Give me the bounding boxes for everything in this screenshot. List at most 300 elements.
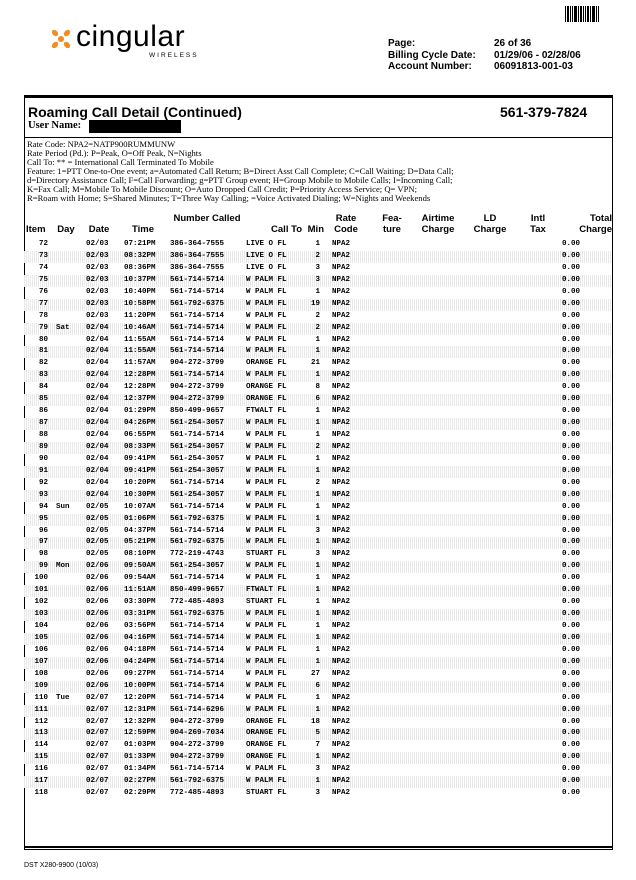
cell-date: 02/04 bbox=[86, 395, 109, 404]
cell-min: 3 bbox=[315, 275, 320, 284]
cell-item: 98 bbox=[38, 550, 48, 559]
cell-to: STUART FL bbox=[246, 789, 287, 798]
table-row bbox=[24, 323, 612, 335]
cell-to: W PALM FL bbox=[246, 335, 287, 344]
cell-number: 904-272-3799 bbox=[170, 359, 225, 368]
cell-to: W PALM FL bbox=[246, 323, 287, 332]
col-number-called: Number Called bbox=[173, 213, 241, 224]
cell-number: 561-714-5714 bbox=[170, 657, 225, 666]
cell-min: 5 bbox=[315, 729, 320, 738]
cell-item: 94 bbox=[38, 502, 48, 511]
cell-total: 0.00 bbox=[562, 371, 581, 380]
cell-time: 08:10PM bbox=[124, 550, 156, 559]
cell-date: 02/06 bbox=[86, 598, 109, 607]
table-row bbox=[24, 418, 612, 430]
cell-number: 772-485-4893 bbox=[170, 598, 225, 607]
cell-date: 02/04 bbox=[86, 478, 109, 487]
cell-min: 1 bbox=[315, 419, 320, 428]
cell-min: 6 bbox=[315, 395, 320, 404]
table-row bbox=[24, 549, 612, 561]
cell-min: 1 bbox=[315, 490, 320, 499]
cell-time: 01:06PM bbox=[124, 514, 156, 523]
cell-number: 561-254-3057 bbox=[170, 490, 225, 499]
cell-rate: NPA2 bbox=[332, 550, 351, 559]
legend bbox=[27, 140, 607, 203]
cell-date: 02/05 bbox=[86, 526, 109, 535]
cell-to: W PALM FL bbox=[246, 311, 287, 320]
cell-min: 3 bbox=[315, 526, 320, 535]
cell-date: 02/06 bbox=[86, 574, 109, 583]
cell-rate: NPA2 bbox=[332, 431, 351, 439]
cell-item: 108 bbox=[34, 669, 48, 678]
cell-item: 72 bbox=[38, 240, 48, 248]
table-row bbox=[24, 430, 612, 442]
cell-number: 850-499-9657 bbox=[170, 407, 225, 416]
cell-total: 0.00 bbox=[562, 490, 581, 499]
cell-time: 12:37PM bbox=[124, 395, 156, 404]
table-row bbox=[24, 466, 612, 478]
cell-item: 81 bbox=[38, 347, 48, 356]
cell-min: 1 bbox=[315, 466, 320, 475]
cell-number: 561-714-5714 bbox=[170, 633, 225, 642]
cell-rate: NPA2 bbox=[332, 287, 351, 296]
cell-to: ORANGE FL bbox=[246, 359, 287, 368]
legend-feature-4: R=Roam with Home; S=Shared Minutes; T=Three Way Calling; =Voice Activated Dialing; W=Nights and Weekends bbox=[27, 193, 431, 203]
cell-min: 3 bbox=[315, 263, 320, 272]
table-row bbox=[24, 764, 612, 776]
cell-number: 904-272-3799 bbox=[170, 717, 225, 726]
cell-min: 1 bbox=[315, 335, 320, 344]
cell-date: 02/03 bbox=[86, 263, 109, 272]
table-row bbox=[24, 335, 612, 347]
cell-to: W PALM FL bbox=[246, 669, 287, 678]
cell-total: 0.00 bbox=[562, 562, 581, 571]
cell-rate: NPA2 bbox=[332, 407, 351, 416]
cell-min: 1 bbox=[315, 347, 320, 356]
cell-time: 10:30PM bbox=[124, 490, 156, 499]
cell-total: 0.00 bbox=[562, 598, 581, 607]
cell-to: W PALM FL bbox=[246, 275, 287, 284]
cell-number: 386-364-7555 bbox=[170, 251, 225, 260]
user-name-label: User Name: bbox=[28, 120, 82, 131]
cell-to: ORANGE FL bbox=[246, 383, 287, 392]
cell-date: 02/04 bbox=[86, 383, 109, 392]
cell-total: 0.00 bbox=[562, 359, 581, 368]
cell-to: W PALM FL bbox=[246, 454, 287, 463]
cell-time: 03:56PM bbox=[124, 622, 156, 630]
cell-date: 02/06 bbox=[86, 562, 109, 571]
cell-number: 561-714-6296 bbox=[170, 705, 225, 714]
cell-to: W PALM FL bbox=[246, 490, 287, 499]
cell-min: 2 bbox=[315, 311, 320, 320]
cell-date: 02/06 bbox=[86, 657, 109, 666]
cell-total: 0.00 bbox=[562, 454, 581, 463]
cell-to: W PALM FL bbox=[246, 610, 287, 619]
cell-date: 02/04 bbox=[86, 359, 109, 368]
cell-number: 561-714-5714 bbox=[170, 669, 225, 678]
cell-rate: NPA2 bbox=[332, 717, 351, 726]
cell-item: 110 bbox=[34, 693, 48, 702]
cell-date: 02/07 bbox=[86, 705, 109, 714]
cell-time: 11:55AM bbox=[124, 335, 156, 344]
cell-rate: NPA2 bbox=[332, 311, 351, 320]
cell-item: 104 bbox=[34, 622, 48, 630]
cell-total: 0.00 bbox=[562, 251, 581, 260]
cell-time: 11:57AM bbox=[124, 359, 156, 368]
legend-feature-3: K=Fax Call; M=Mobile To Mobile Discount; O=Auto Dropped Call Credit; P=Priority Access Service; Q= VPN; bbox=[27, 184, 417, 194]
cell-rate: NPA2 bbox=[332, 705, 351, 714]
cell-total: 0.00 bbox=[562, 669, 581, 678]
cell-total: 0.00 bbox=[562, 681, 581, 690]
cell-total: 0.00 bbox=[562, 395, 581, 404]
cell-number: 561-254-3057 bbox=[170, 419, 225, 428]
cell-number: 561-254-3057 bbox=[170, 466, 225, 475]
cell-time: 07:21PM bbox=[124, 240, 156, 248]
cell-rate: NPA2 bbox=[332, 514, 351, 523]
cell-number: 561-714-5714 bbox=[170, 526, 225, 535]
cell-date: 02/05 bbox=[86, 514, 109, 523]
cell-date: 02/04 bbox=[86, 442, 109, 451]
cell-time: 06:55PM bbox=[124, 431, 156, 439]
cell-item: 77 bbox=[38, 299, 48, 308]
cell-min: 1 bbox=[315, 574, 320, 583]
cell-min: 6 bbox=[315, 681, 320, 690]
cell-item: 82 bbox=[38, 359, 48, 368]
cell-to: W PALM FL bbox=[246, 442, 287, 451]
table-row bbox=[24, 621, 612, 633]
cell-min: 1 bbox=[315, 431, 320, 439]
cell-to: W PALM FL bbox=[246, 347, 287, 356]
cell-total: 0.00 bbox=[562, 538, 581, 547]
cell-item: 74 bbox=[38, 263, 48, 272]
cell-item: 91 bbox=[38, 466, 48, 475]
cell-total: 0.00 bbox=[562, 323, 581, 332]
cell-date: 02/07 bbox=[86, 777, 109, 786]
cell-rate: NPA2 bbox=[332, 633, 351, 642]
cell-to: W PALM FL bbox=[246, 526, 287, 535]
cell-total: 0.00 bbox=[562, 431, 581, 439]
cell-date: 02/04 bbox=[86, 407, 109, 416]
cell-min: 1 bbox=[315, 753, 320, 762]
form-code: DST X280-9900 (10/03) bbox=[24, 862, 99, 869]
legend-rate-code: Rate Code: NPA2=NATP900RUMMUNW bbox=[27, 139, 176, 149]
cell-item: 80 bbox=[38, 335, 48, 344]
cell-number: 561-714-5714 bbox=[170, 645, 225, 654]
cell-time: 09:54AM bbox=[124, 574, 156, 583]
cell-total: 0.00 bbox=[562, 705, 581, 714]
cell-to: LIVE O FL bbox=[246, 263, 287, 272]
cell-time: 10:20PM bbox=[124, 478, 156, 487]
cell-number: 561-714-5714 bbox=[170, 574, 225, 583]
table-row bbox=[24, 597, 612, 609]
cell-rate: NPA2 bbox=[332, 323, 351, 332]
cell-item: 84 bbox=[38, 383, 48, 392]
cell-to: FTWALT FL bbox=[246, 586, 287, 595]
table-row bbox=[24, 776, 612, 788]
cell-number: 561-714-5714 bbox=[170, 765, 225, 774]
cell-item: 115 bbox=[34, 753, 48, 762]
cell-number: 850-499-9657 bbox=[170, 586, 225, 595]
cell-time: 03:30PM bbox=[124, 598, 156, 607]
cell-date: 02/07 bbox=[86, 717, 109, 726]
cell-date: 02/07 bbox=[86, 693, 109, 702]
cell-total: 0.00 bbox=[562, 240, 581, 248]
cell-total: 0.00 bbox=[562, 299, 581, 308]
cell-rate: NPA2 bbox=[332, 789, 351, 798]
cell-item: 113 bbox=[34, 729, 48, 738]
cell-date: 02/03 bbox=[86, 275, 109, 284]
table-row bbox=[24, 478, 612, 490]
col-item: Item bbox=[26, 224, 46, 235]
cell-to: W PALM FL bbox=[246, 538, 287, 547]
cell-date: 02/07 bbox=[86, 729, 109, 738]
cell-rate: NPA2 bbox=[332, 263, 351, 272]
cell-to: W PALM FL bbox=[246, 562, 287, 571]
cell-rate: NPA2 bbox=[332, 753, 351, 762]
cell-to: W PALM FL bbox=[246, 299, 287, 308]
cell-date: 02/04 bbox=[86, 347, 109, 356]
cell-date: 02/03 bbox=[86, 287, 109, 296]
table-row bbox=[24, 561, 612, 573]
cell-date: 02/03 bbox=[86, 251, 109, 260]
cell-time: 12:31PM bbox=[124, 705, 156, 714]
cell-number: 561-792-6375 bbox=[170, 299, 225, 308]
cell-time: 05:21PM bbox=[124, 538, 156, 547]
cell-time: 04:26PM bbox=[124, 419, 156, 428]
cell-to: ORANGE FL bbox=[246, 741, 287, 750]
cell-date: 02/06 bbox=[86, 645, 109, 654]
cell-rate: NPA2 bbox=[332, 598, 351, 607]
cell-min: 1 bbox=[315, 777, 320, 786]
cell-min: 1 bbox=[315, 657, 320, 666]
cell-number: 904-272-3799 bbox=[170, 395, 225, 404]
cell-number: 561-714-5714 bbox=[170, 431, 225, 439]
cell-total: 0.00 bbox=[562, 574, 581, 583]
cell-total: 0.00 bbox=[562, 478, 581, 487]
cell-rate: NPA2 bbox=[332, 442, 351, 451]
cell-rate: NPA2 bbox=[332, 765, 351, 774]
cell-number: 561-714-5714 bbox=[170, 693, 225, 702]
cell-min: 1 bbox=[315, 371, 320, 380]
cell-number: 561-254-3057 bbox=[170, 562, 225, 571]
cell-to: ORANGE FL bbox=[246, 717, 287, 726]
cell-time: 04:18PM bbox=[124, 645, 156, 654]
cell-total: 0.00 bbox=[562, 383, 581, 392]
cell-to: FTWALT FL bbox=[246, 407, 287, 416]
cell-item: 107 bbox=[34, 657, 48, 666]
cell-number: 561-714-5714 bbox=[170, 311, 225, 320]
cell-date: 02/04 bbox=[86, 454, 109, 463]
billing-cycle-row: Billing Cycle Date: 01/29/06 - 02/28/06 bbox=[388, 49, 581, 61]
col-date: Date bbox=[88, 224, 110, 235]
cell-rate: NPA2 bbox=[332, 669, 351, 678]
cell-day: Sat bbox=[56, 323, 70, 332]
cell-time: 01:03PM bbox=[124, 741, 156, 750]
cell-date: 02/06 bbox=[86, 610, 109, 619]
cell-number: 561-714-5714 bbox=[170, 622, 225, 630]
table-row bbox=[24, 239, 612, 251]
cell-date: 02/04 bbox=[86, 371, 109, 380]
cell-rate: NPA2 bbox=[332, 502, 351, 511]
cell-rate: NPA2 bbox=[332, 657, 351, 666]
cell-to: W PALM FL bbox=[246, 371, 287, 380]
cell-number: 561-254-3057 bbox=[170, 454, 225, 463]
cell-min: 1 bbox=[315, 586, 320, 595]
cell-total: 0.00 bbox=[562, 407, 581, 416]
cell-number: 904-272-3799 bbox=[170, 753, 225, 762]
cell-min: 2 bbox=[315, 251, 320, 260]
cell-item: 76 bbox=[38, 287, 48, 296]
cell-item: 88 bbox=[38, 431, 48, 439]
table-row bbox=[24, 609, 612, 621]
table-row bbox=[24, 717, 612, 729]
cell-item: 97 bbox=[38, 538, 48, 547]
cell-date: 02/05 bbox=[86, 550, 109, 559]
table-row bbox=[24, 251, 612, 263]
cell-total: 0.00 bbox=[562, 610, 581, 619]
cell-to: STUART FL bbox=[246, 550, 287, 559]
cell-total: 0.00 bbox=[562, 717, 581, 726]
cell-number: 772-485-4893 bbox=[170, 789, 225, 798]
cell-number: 386-364-7555 bbox=[170, 240, 225, 248]
table-row bbox=[24, 526, 612, 538]
cell-time: 03:31PM bbox=[124, 610, 156, 619]
cell-item: 90 bbox=[38, 454, 48, 463]
cell-total: 0.00 bbox=[562, 526, 581, 535]
cell-min: 7 bbox=[315, 741, 320, 750]
cell-item: 118 bbox=[34, 789, 48, 798]
cell-total: 0.00 bbox=[562, 514, 581, 523]
cell-rate: NPA2 bbox=[332, 478, 351, 487]
cell-min: 19 bbox=[310, 299, 320, 308]
cell-date: 02/04 bbox=[86, 323, 109, 332]
table-row bbox=[24, 502, 612, 514]
cell-number: 904-272-3799 bbox=[170, 741, 225, 750]
cell-min: 1 bbox=[315, 693, 320, 702]
logo-subtitle: WIRELESS bbox=[149, 52, 199, 59]
cell-min: 18 bbox=[310, 717, 320, 726]
cell-rate: NPA2 bbox=[332, 693, 351, 702]
cell-time: 10:58PM bbox=[124, 299, 156, 308]
cell-number: 561-714-5714 bbox=[170, 323, 225, 332]
cell-to: W PALM FL bbox=[246, 502, 287, 511]
cell-rate: NPA2 bbox=[332, 251, 351, 260]
cell-min: 1 bbox=[315, 622, 320, 630]
cell-day: Tue bbox=[56, 693, 70, 702]
cell-total: 0.00 bbox=[562, 777, 581, 786]
cell-date: 02/03 bbox=[86, 299, 109, 308]
col-time: Time bbox=[131, 224, 154, 235]
account-number-row: Account Number: 06091813-001-03 bbox=[388, 61, 573, 72]
cell-time: 02:27PM bbox=[124, 777, 156, 786]
cell-time: 08:36PM bbox=[124, 263, 156, 272]
cell-item: 114 bbox=[34, 741, 48, 750]
cell-to: W PALM FL bbox=[246, 645, 287, 654]
cell-number: 904-272-3799 bbox=[170, 383, 225, 392]
table-row bbox=[24, 705, 612, 717]
cell-min: 1 bbox=[315, 502, 320, 511]
col-rate-code: Rate Code bbox=[334, 213, 358, 235]
cell-item: 103 bbox=[34, 610, 48, 619]
cell-date: 02/04 bbox=[86, 490, 109, 499]
table-row bbox=[24, 299, 612, 311]
cell-item: 95 bbox=[38, 514, 48, 523]
cell-to: ORANGE FL bbox=[246, 395, 287, 404]
cell-number: 561-792-6375 bbox=[170, 610, 225, 619]
cell-to: LIVE O FL bbox=[246, 251, 287, 260]
cingular-jack-icon bbox=[50, 28, 72, 50]
cell-to: W PALM FL bbox=[246, 622, 287, 630]
cell-rate: NPA2 bbox=[332, 371, 351, 380]
cell-rate: NPA2 bbox=[332, 681, 351, 690]
cell-number: 561-714-5714 bbox=[170, 371, 225, 380]
cell-date: 02/06 bbox=[86, 622, 109, 630]
cell-number: 561-792-6375 bbox=[170, 777, 225, 786]
cell-item: 89 bbox=[38, 442, 48, 451]
table-row bbox=[24, 311, 612, 323]
cell-min: 1 bbox=[315, 562, 320, 571]
col-call-to: Call To bbox=[271, 224, 302, 235]
cell-to: W PALM FL bbox=[246, 574, 287, 583]
cell-to: W PALM FL bbox=[246, 431, 287, 439]
cell-item: 96 bbox=[38, 526, 48, 535]
legend-call-to: Call To: ** = International Call Terminated To Mobile bbox=[27, 157, 214, 167]
cell-min: 1 bbox=[315, 240, 320, 248]
cell-time: 10:00PM bbox=[124, 681, 156, 690]
cell-rate: NPA2 bbox=[332, 622, 351, 630]
col-feature: Fea- ture bbox=[382, 213, 402, 235]
table-row bbox=[24, 370, 612, 382]
cell-total: 0.00 bbox=[562, 347, 581, 356]
cell-item: 100 bbox=[34, 574, 48, 583]
cell-date: 02/07 bbox=[86, 765, 109, 774]
cell-date: 02/04 bbox=[86, 466, 109, 475]
cell-item: 99 bbox=[38, 562, 48, 571]
account-summary bbox=[388, 38, 581, 73]
cell-rate: NPA2 bbox=[332, 729, 351, 738]
cell-min: 1 bbox=[315, 514, 320, 523]
cell-time: 09:50AM bbox=[124, 562, 156, 571]
cell-date: 02/06 bbox=[86, 586, 109, 595]
cell-min: 8 bbox=[315, 383, 320, 392]
cell-date: 02/03 bbox=[86, 240, 109, 248]
cell-date: 02/05 bbox=[86, 502, 109, 511]
cell-item: 111 bbox=[34, 705, 48, 714]
cell-total: 0.00 bbox=[562, 765, 581, 774]
cell-date: 02/04 bbox=[86, 419, 109, 428]
cingular-logo bbox=[50, 22, 210, 62]
legend-feature-1: Feature: 1=PTT One-to-One event; a=Automated Call Return; B=Direct Asst Call Complete; C=Call Waiting; D=Data Call; bbox=[27, 166, 454, 176]
col-total-charge: Total Charge bbox=[579, 213, 612, 235]
cell-item: 101 bbox=[34, 586, 48, 595]
cell-time: 12:32PM bbox=[124, 717, 156, 726]
cell-date: 02/05 bbox=[86, 538, 109, 547]
table-row bbox=[24, 490, 612, 502]
cell-min: 3 bbox=[315, 765, 320, 774]
cell-total: 0.00 bbox=[562, 789, 581, 798]
cell-total: 0.00 bbox=[562, 753, 581, 762]
cell-time: 09:41PM bbox=[124, 454, 156, 463]
cell-min: 1 bbox=[315, 598, 320, 607]
cell-min: 2 bbox=[315, 323, 320, 332]
cell-to: W PALM FL bbox=[246, 705, 287, 714]
table-row bbox=[24, 681, 612, 693]
table-header bbox=[24, 214, 612, 236]
cell-to: ORANGE FL bbox=[246, 729, 287, 738]
cell-number: 561-792-6375 bbox=[170, 538, 225, 547]
cell-time: 11:55AM bbox=[124, 347, 156, 356]
cell-date: 02/07 bbox=[86, 789, 109, 798]
